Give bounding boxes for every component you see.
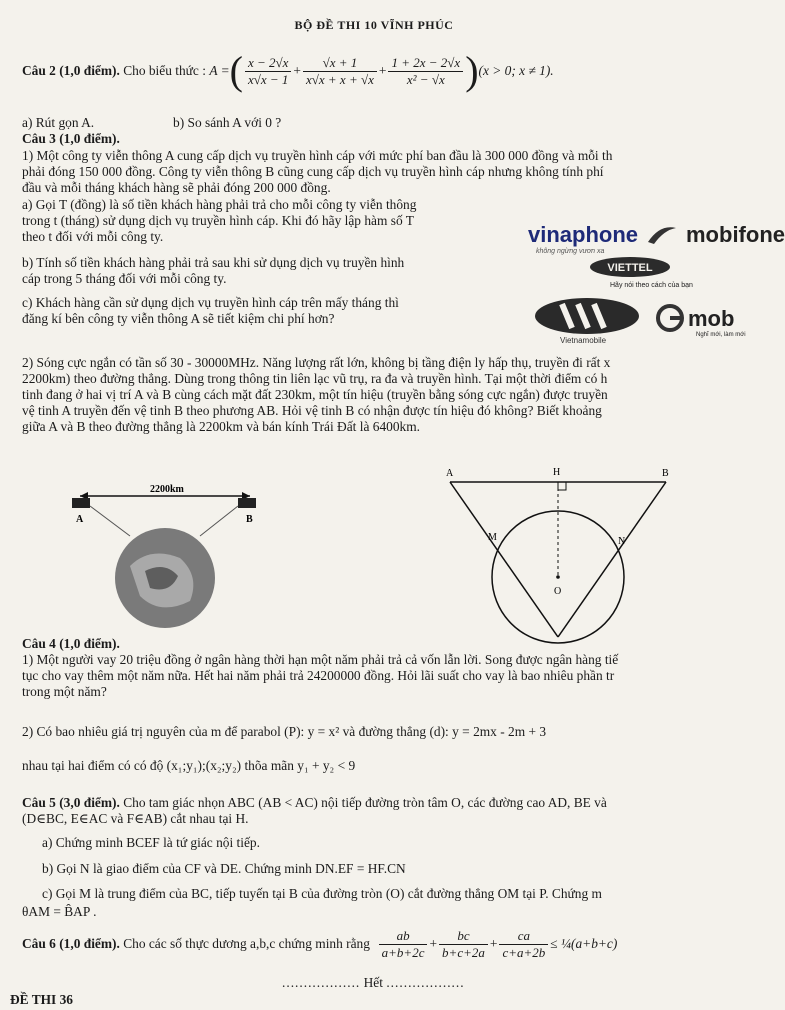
q3-b-line: cáp trong 5 tháng đối với mỗi công ty. xyxy=(22,271,227,286)
vinaphone-logo: vinaphone xyxy=(528,222,639,247)
q3-p1-line: phải đóng 150 000 đồng. Công ty viễn thông B cũng cung cấp dịch vụ truyền hình cáp nhưng không tính phí xyxy=(22,164,604,179)
distance-label: 2200km xyxy=(150,484,184,495)
q5-part-c-line-2: θAM = B̂AP . xyxy=(22,904,97,919)
end-label: Hết xyxy=(363,975,383,990)
point-h-label: H xyxy=(553,467,561,478)
viettel-logo xyxy=(588,256,672,278)
question-2-intro: Cho biểu thức : xyxy=(123,63,206,78)
q3-c-line: c) Khách hàng cần sử dụng dịch vụ truyền hình cáp trên mấy tháng thì xyxy=(22,295,399,310)
fraction-1: $\frac{x - 2√x}{x√x - 1}$ xyxy=(245,55,291,88)
question-2-part-a: a) Rút gọn A. xyxy=(22,115,95,130)
exam-number: ĐỀ THI 36 xyxy=(10,992,74,1007)
question-2-label: Câu 2 (1,0 điểm). xyxy=(22,63,120,78)
svg-text:VIETTEL: VIETTEL xyxy=(607,262,653,274)
telecom-logos xyxy=(528,222,785,362)
point-m-label: M xyxy=(488,532,497,543)
vietnamobile-label: Vietnamobile xyxy=(560,336,607,345)
end-marker: .................. Hết .................. xyxy=(282,975,465,990)
viettel-slogan: Hãy nói theo cách của bạn xyxy=(610,282,693,289)
question-6: Câu 6 (1,0 điểm). Cho các số thực dương a,b,c chứng minh rằng $\frac{ab}{a+b+2c}$ + $\frac{bc}{b+c+2a}$ + $\frac{ca}{c+a+2b}$ ≤ ¼(a+b+c) xyxy=(22,927,618,960)
question-6-label: Câu 6 (1,0 điểm). xyxy=(22,936,120,951)
q3-p2-line: giữa A và B theo đường thẳng là 2200km và bán kính Trái Đất là 6400km. xyxy=(22,419,420,434)
vinaphone-slogan: không ngừng vươn xa xyxy=(536,248,605,255)
mobi-slogan: Nghĩ mới, làm mới xyxy=(696,332,746,338)
q3-p1-line: đầu và mỗi tháng khách hàng sẽ phải đóng 200 000 đồng. xyxy=(22,180,331,195)
q5-line-1 xyxy=(22,795,607,810)
point-b-label: B xyxy=(662,468,669,479)
question-4-label: Câu 4 (1,0 điểm). xyxy=(22,636,120,651)
q4-p1-line: trong một năm? xyxy=(22,684,107,699)
question-6-text: Cho các số thực dương a,b,c chứng minh rằng xyxy=(123,936,370,951)
q5-line-2: (D∈BC, E∈AC và F∈AB) cắt nhau tại H. xyxy=(22,811,249,826)
q3-p1-line: 1) Một công ty viễn thông A cung cấp dịch vụ truyền hình cáp với mức phí ban đầu là 300 000 đồng và mỗi th xyxy=(22,148,613,163)
q5-part-a: a) Chứng minh BCEF là tứ giác nội tiếp. xyxy=(42,835,260,850)
mobi-logo-text: mob xyxy=(688,306,735,331)
q4-p1-line: tục cho vay thêm một năm nữa. Hết hai năm phải trả 24200000 đồng. Hỏi lãi suất cho vay là bao nhiêu phần tr xyxy=(22,668,615,683)
q3-b-line: b) Tính số tiền khách hàng phải trả sau khi sử dụng dịch vụ truyền hình xyxy=(22,255,405,270)
satellite-b-label: B xyxy=(246,514,253,525)
page-title: BỘ ĐỀ THI 10 VĨNH PHÚC xyxy=(294,18,454,32)
question-5-label: Câu 5 (3,0 điểm). xyxy=(22,795,120,810)
q5-part-c: c) Gọi M là trung điểm của BC, tiếp tuyến tại B của đường tròn (O) cắt đường thẳng OM tại P. Chứng m xyxy=(42,886,602,901)
q3-a-line: trong t (tháng) sử dụng dịch vụ truyền hình cáp. Khi đó hãy lập hàm số T xyxy=(22,213,414,228)
q6-fraction-1: $\frac{ab}{a+b+2c}$ xyxy=(379,928,428,961)
satellite-b-icon xyxy=(238,498,256,508)
q6-fraction-3: $\frac{ca}{c+a+2b}$ xyxy=(499,928,548,961)
satellite-a-icon xyxy=(72,498,90,508)
satellite-a-label: A xyxy=(76,514,84,525)
question-3-label: Câu 3 (1,0 điểm). xyxy=(22,131,120,146)
q4-p2-line: nhau tại hai điểm có có độ (x₁;y₁);(x₂;y₂) thõa mãn y₁ + y₂ < 9 xyxy=(22,758,356,773)
q5-part-b: b) Gọi N là giao điểm của CF và DE. Chứng minh DN.EF = HF.CN xyxy=(42,861,406,876)
mobi-g-icon xyxy=(656,304,684,332)
q3-c-line: đăng kí bên công ty viễn thông A sẽ tiết kiệm chi phí hơn? xyxy=(22,311,335,326)
q3-p2-line: vệ tinh A truyền đến vệ tinh B theo phương AB. Hỏi vệ tinh B có nhận được tín hiệu đó không? Biết khoảng xyxy=(22,403,602,418)
satellite-earth-figure xyxy=(50,476,280,626)
q6-rhs: ≤ ¼(a+b+c) xyxy=(550,936,618,951)
fraction-3: $\frac{1 + 2x - 2√x}{\text{x² − √x}}$ xyxy=(388,55,463,88)
point-o-label: O xyxy=(554,586,562,597)
point-n-label: N xyxy=(618,536,626,547)
q5-line-1-text: Cho tam giác nhọn ABC (AB < AC) nội tiếp đường tròn tâm O, các đường cao AD, BE và xyxy=(123,795,607,810)
q3-a-line: theo t đối với mỗi công ty. xyxy=(22,229,164,244)
q4-p1-line: 1) Một người vay 20 triệu đồng ở ngân hàng thời hạn một năm phải trả cả vốn lẫn lời. Song được ngân hàng tiế xyxy=(22,652,619,667)
question-2-expression: Câu 2 (1,0 điểm). Cho biểu thức : A = ( $\frac{x - 2√x}{x√x - 1}$ + $\frac{√x + 1}{x√x + x + √x}$ + $\frac{1 + 2x - 2√x}{\text{x² − √x}}$ ) (x > 0; x ≠ 1). xyxy=(22,48,554,93)
fraction-2: $\frac{√x + 1}{x√x + x + √x}$ xyxy=(303,55,377,88)
q3-p2-line: tinh đang ở hai vị trí A và B cùng cách mặt đất 230km, một tín hiệu (truyền bằng sóng cực ngắn) được truyền xyxy=(22,387,608,402)
q6-fraction-2: $\frac{bc}{b+c+2a}$ xyxy=(439,928,488,961)
q4-p2-line: 2) Có bao nhiêu giá trị nguyên của m để parabol (P): y = x² và đường thẳng (d): y = 2mx - 2m + 3 xyxy=(22,724,547,739)
q3-a-line: a) Gọi T (đồng) là số tiền khách hàng phải trả cho mỗi công ty viễn thông xyxy=(22,197,417,212)
point-a-label: A xyxy=(446,468,454,479)
q3-p2-line: 2200km) theo đường thẳng. Dùng trong thông tin liên lạc vũ trụ, ra đa và truyền hình. Tại một thời điểm có h xyxy=(22,371,608,386)
q3-p2-line: 2) Sóng cực ngắn có tần số 30 - 30000MHz. Năng lượng rất lớn, không bị tầng điện ly hấp thụ, truyền đi rất x xyxy=(22,355,611,370)
question-2-part-b: b) So sánh A với 0 ? xyxy=(173,115,282,130)
vietnamobile-logo-icon xyxy=(532,296,642,336)
vinaphone-swoosh-icon xyxy=(646,222,678,246)
expr-lhs: A = xyxy=(209,63,230,78)
mobifone-logo: mobifone xyxy=(686,222,785,247)
expr-condition: (x > 0; x ≠ 1). xyxy=(478,63,554,78)
geometry-figure xyxy=(440,462,680,642)
